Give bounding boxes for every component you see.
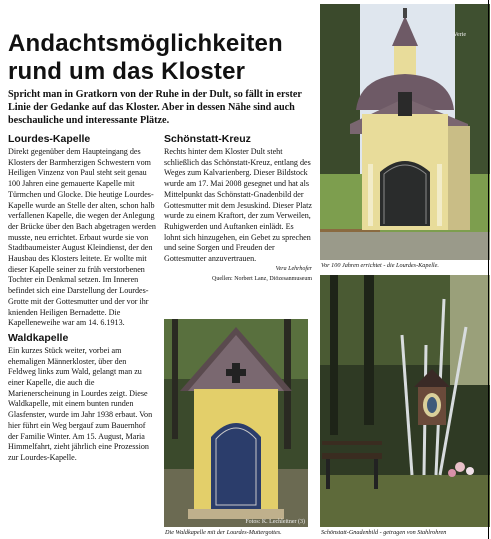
photo-waldkapelle: [164, 319, 308, 527]
heading-lourdes: Lourdes-Kapelle: [8, 133, 91, 145]
credit-top-right: Verie: [453, 32, 466, 38]
right-border-line: [488, 0, 489, 539]
photo-lourdes-kapelle: [320, 4, 490, 260]
photo-schoenstatt-kreuz: [320, 275, 490, 527]
title-line-1: Andachtsmöglichkeiten: [8, 30, 283, 57]
article-lead: Spricht man in Gratkorn von der Ruhe in der Dult, so fällt in erster Linie der Gedanke auf das Kloster. Aber in dessen Nähe sind auch beschauliche und interessante Plätze.: [8, 89, 302, 126]
caption-lourdes-kapelle: Vor 100 Jahren errichtet - die Lourdes-Kapelle.: [321, 262, 439, 269]
heading-schoenstatt: Schönstatt-Kreuz: [164, 133, 251, 145]
text-schoenstatt: Rechts hinter dem Kloster Dult steht schließlich das Schönstatt-Kreuz, entlang des Weges zum Kalvarienberg. Dieser Bildstock wurde am 17. Mai 2008 gesegnet und hat als Mittelpunkt das Schönstatt-Gnadenbild der Gottesmutter mit dem Jesuskind. Dieser Platz wurde zu einem Kraftort, der zum Verweilen, Ruhigwerden und Auftanken einlädt. Es lohnt sich hinzugehen, ein Gebet zu sprechen und seine Sorgen und Freuden der Gottesmutter anzuvertrauen.: [164, 147, 312, 264]
sources-note: Quellen: Norbert Lanz, Diözesanmuseum: [212, 275, 312, 282]
credit-middle: Fotos: K. Lechleitner (3): [245, 519, 305, 525]
article-title: [8, 30, 318, 86]
text-lourdes: Direkt gegenüber dem Haupteingang des Klosters der Barmherzigen Schwestern vom Heiligen Vinzenz von Paul steht seit genau 100 Jahren eine gemauerte Kapelle mit Türmchen und Glocke. Die heutige Lourdes-Kapelle wurde an Stelle der alten, schon halb verfallenen Kapelle, die wegen der Anlegung der Brücke über den Bach abgetragen werden musste, neu errichtet. Erbaut wurde sie von Stadtbaumeister August Kleindienst, der den Hausbau des Klosters leitete. Er wollte mit dieser Kapelle seiner zu früh verstorbenen Tochter ein Denkmal setzen. Im Inneren befindet sich eine Darstellung der Lourdes-Grotte mit der Gottesmutter und der vor ihr knienden Heiligen Bernadette. Die Kapelleneweihe war am 14. 6.1913.: [8, 147, 156, 328]
caption-waldkapelle: Die Waldkapelle mit der Lourdes-Muttergottes.: [165, 529, 282, 536]
heading-waldkapelle: Waldkapelle: [8, 331, 69, 344]
column-left: [8, 133, 156, 464]
caption-schoenstatt: Schönstatt-Gnadenbild - getragen von Stahlrohren: [321, 529, 447, 536]
author-signature: Vera Lehrhofer: [275, 265, 312, 272]
text-waldkapelle: Ein kurzes Stück weiter, vorbei am ehemaligen Männerkloster, über den Feldweg links zum Wald, gelangt man zu einer Kapelle, die auch die Marienerscheinung in Lourdes zeigt. Diese Waldkapelle, mit einem bunten runden Glasfenster, wurde im Jahr 1938 erbaut. Von hier führt ein Weg bergauf zum Bauernhof der Familie Winter. Am 15. August, Maria Himmelfahrt, zieht jährlich eine Prozession zur Lourdes-Kapelle.: [8, 345, 153, 462]
title-line-2: rund um das Kloster: [8, 58, 246, 85]
column-middle: [164, 133, 312, 283]
